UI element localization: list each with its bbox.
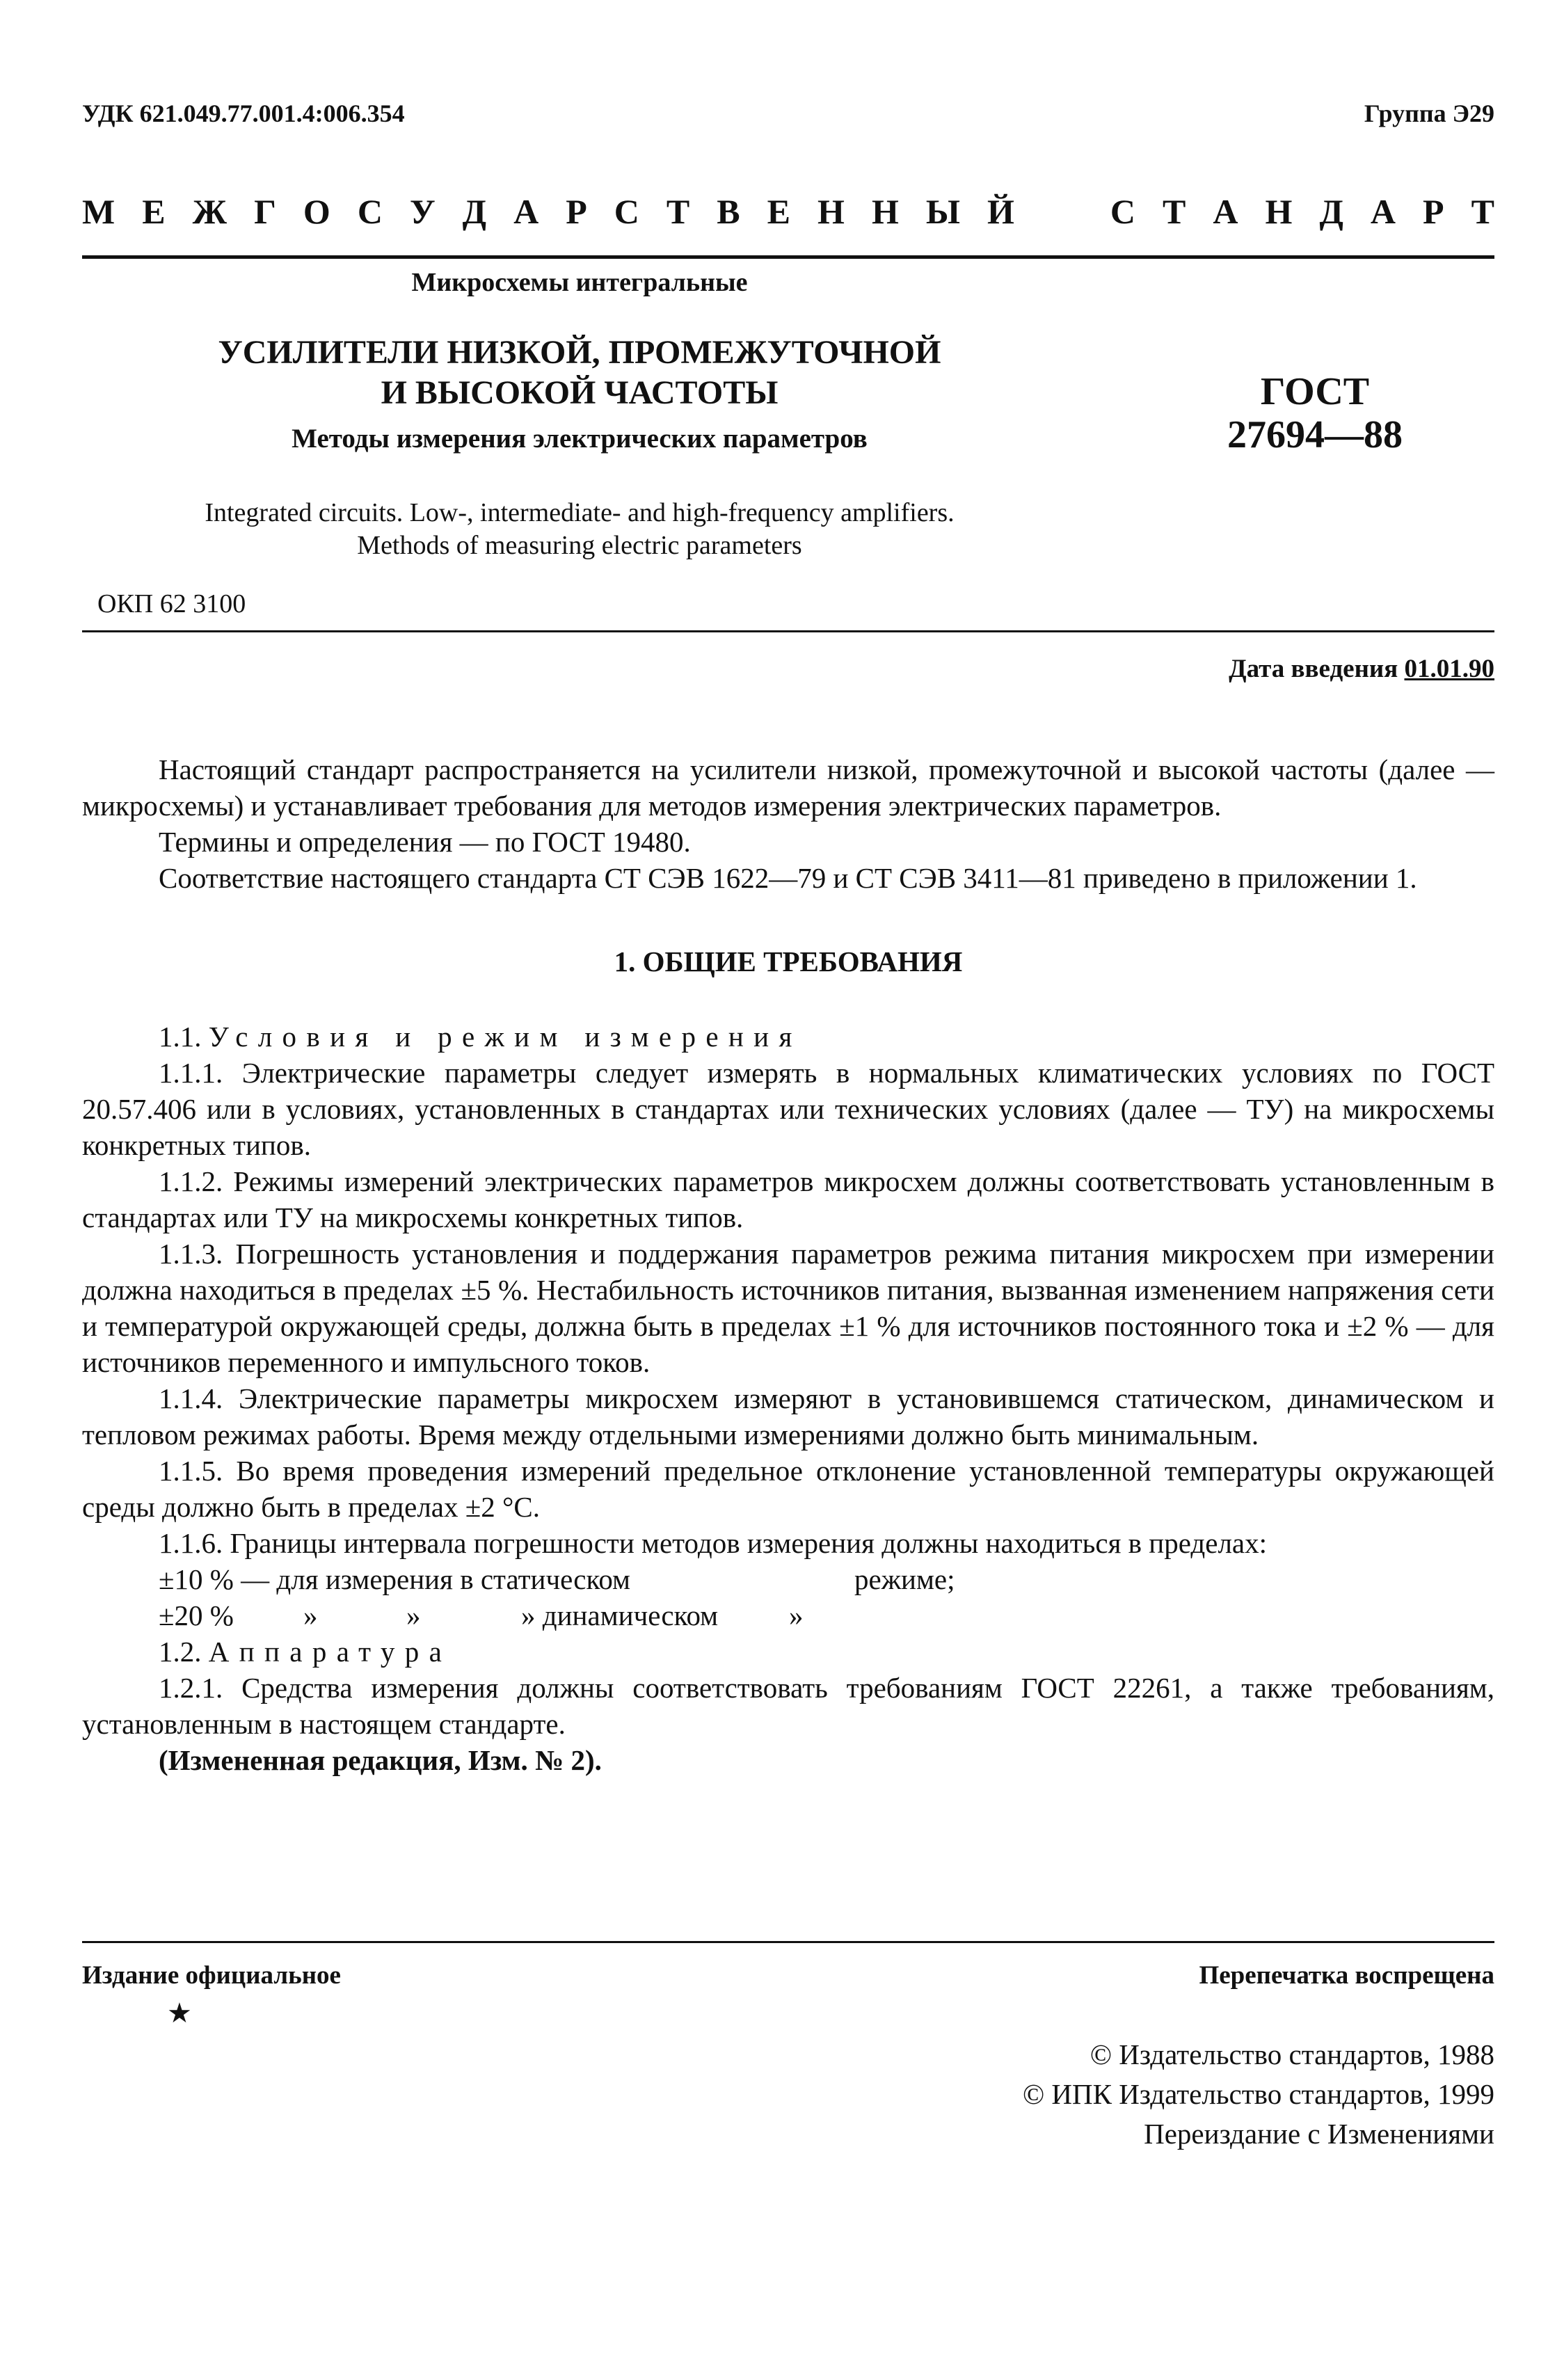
document-title [82, 333, 1077, 413]
banner-letter: Н [871, 192, 899, 231]
gost-number: 27694—88 [1227, 413, 1403, 456]
intro-paragraph: Соответствие настоящего стандарта СТ СЭВ 1622—79 и СТ СЭВ 3411—81 приведено в приложении 1. [159, 862, 1417, 894]
methods-title: Методы измерения электрических параметров [292, 424, 868, 454]
header-rule-thick [82, 255, 1494, 259]
subsection-title: Условия и режим измерения [208, 1021, 802, 1053]
ditto-mark: » [406, 1599, 421, 1631]
header-rule-thin [82, 630, 1494, 632]
section-heading: 1. ОБЩИЕ ТРЕБОВАНИЯ [614, 945, 963, 977]
subsection-heading [82, 1019, 1494, 1055]
banner-letter: Н [817, 192, 845, 231]
english-line-1: Integrated circuits. Low-, intermediate- and high-frequency amplifiers. [205, 498, 955, 527]
group-code: Группа Э29 [1364, 99, 1494, 127]
intro-paragraph: Настоящий стандарт распространяется на усилители низкой, промежуточной и высокой частоты (далее — микросхемы) и устанавливает требования для методов измерения электрических параметров. [82, 753, 1494, 822]
banner-letter: Е [142, 192, 166, 231]
clause-paragraph: 1.1.1. Электрические параметры следует измерять в нормальных климатических условиях по ГОСТ 20.57.406 или в условиях, установленных в стандартах или технических условиях (далее — ТУ) на микросхемы конкретных типов. [82, 1057, 1494, 1161]
title-line-2: И ВЫСОКОЙ ЧАСТОТЫ [381, 374, 779, 411]
banner-letter: Д [462, 192, 487, 231]
tolerance-mode: » динамическом [521, 1599, 719, 1631]
document-subtitle: Микросхемы интегральные [411, 268, 748, 297]
tolerance-text: ±10 % — для измерения в статическом [159, 1563, 630, 1595]
banner-letter: Т [666, 192, 690, 231]
subsection-number: 1.1. [159, 1021, 202, 1053]
document-body [82, 751, 1494, 1778]
subsection-number: 1.2. [159, 1636, 202, 1668]
banner-letter: А [1213, 192, 1238, 231]
gost-designation [1176, 370, 1454, 456]
star-mark: ★ [167, 1997, 192, 2029]
english-line-2: Methods of measuring electric parameters [357, 531, 802, 560]
interstate-standard-banner [82, 191, 1494, 232]
copyright-block [1023, 2035, 1494, 2154]
clause-paragraph: 1.1.6. Границы интервала погрешности методов измерения должны находиться в пределах: [159, 1527, 1267, 1559]
banner-letter: С [614, 192, 639, 231]
amendment-note: (Измененная редакция, Изм. № 2). [159, 1744, 602, 1776]
ditto-mark: » [303, 1599, 318, 1631]
banner-letter: О [303, 192, 330, 231]
clause-paragraph: 1.2.1. Средства измерения должны соответствовать требованиям ГОСТ 22261, а также требованиям, установленным в настоящем стандарте. [82, 1672, 1494, 1740]
banner-letter: Т [1163, 192, 1186, 231]
tolerance-row [159, 1561, 1494, 1597]
banner-letter: А [513, 192, 539, 231]
title-line-1: УСИЛИТЕЛИ НИЗКОЙ, ПРОМЕЖУТОЧНОЙ [218, 334, 941, 371]
official-edition: Издание официальное [82, 1961, 341, 1990]
banner-letter: С [357, 192, 383, 231]
banner-letter: Г [254, 192, 276, 231]
banner-letter: Й [987, 192, 1014, 231]
banner-letter: С [1110, 192, 1136, 231]
clause-paragraph: 1.1.5. Во время проведения измерений предельное отклонение установленной температуры окружающей среды должно быть в пределах ±2 °С. [82, 1455, 1494, 1523]
banner-letter: Ж [192, 192, 228, 231]
footer-rule [82, 1941, 1494, 1943]
date-value: 01.01.90 [1404, 655, 1494, 683]
banner-letter: Р [1423, 192, 1444, 231]
okp-code: ОКП 62 3100 [97, 589, 246, 618]
tolerance-text: ±20 % [159, 1599, 234, 1631]
reissue-note: Переиздание с Изменениями [1144, 2118, 1494, 2150]
banner-letter: Н [1265, 192, 1293, 231]
date-label: Дата введения [1229, 655, 1398, 683]
banner-letter: Д [1319, 192, 1343, 231]
copyright-line: © Издательство стандартов, 1988 [1090, 2038, 1494, 2070]
gost-label: ГОСТ [1260, 370, 1370, 413]
reprint-prohibited: Перепечатка воспрещена [1199, 1961, 1494, 1990]
banner-letter: В [717, 192, 740, 231]
english-title [82, 497, 1077, 562]
introduction-date [1229, 654, 1494, 684]
subsection-heading [82, 1634, 1494, 1670]
banner-letter: Р [566, 192, 587, 231]
banner-letter: Т [1471, 192, 1494, 231]
tolerance-row [159, 1597, 1494, 1634]
banner-letter: Е [767, 192, 790, 231]
banner-letter: М [82, 192, 115, 231]
clause-paragraph: 1.1.3. Погрешность установления и поддержания параметров режима питания микросхем при измерении должна находиться в пределах ±5 %. Нестабильность источников питания, вызванная изменением напряжения сети и температурой окружающей среды, должна быть в пределах ±1 % для источников постоянного тока и ±2 % — для источников переменного и импульсного токов. [82, 1238, 1494, 1378]
tolerance-mode: режиме; [854, 1563, 955, 1595]
udk-code: УДК 621.049.77.001.4:006.354 [82, 99, 405, 127]
clause-paragraph: 1.1.4. Электрические параметры микросхем измеряют в установившемся статическом, динамическом и тепловом режимах работы. Время между отдельными измерениями должно быть минимальным. [82, 1382, 1494, 1451]
banner-letter: У [409, 192, 436, 231]
ditto-mark: » [789, 1599, 804, 1631]
banner-letter: А [1370, 192, 1396, 231]
copyright-line: © ИПК Издательство стандартов, 1999 [1022, 2078, 1494, 2110]
subsection-title: Аппаратура [208, 1636, 452, 1668]
banner-letter: Ы [925, 192, 960, 231]
intro-paragraph: Термины и определения — по ГОСТ 19480. [159, 826, 691, 858]
clause-paragraph: 1.1.2. Режимы измерений электрических параметров микросхем должны соответствовать установленным в стандартах или ТУ на микросхемы конкретных типов. [82, 1165, 1494, 1233]
